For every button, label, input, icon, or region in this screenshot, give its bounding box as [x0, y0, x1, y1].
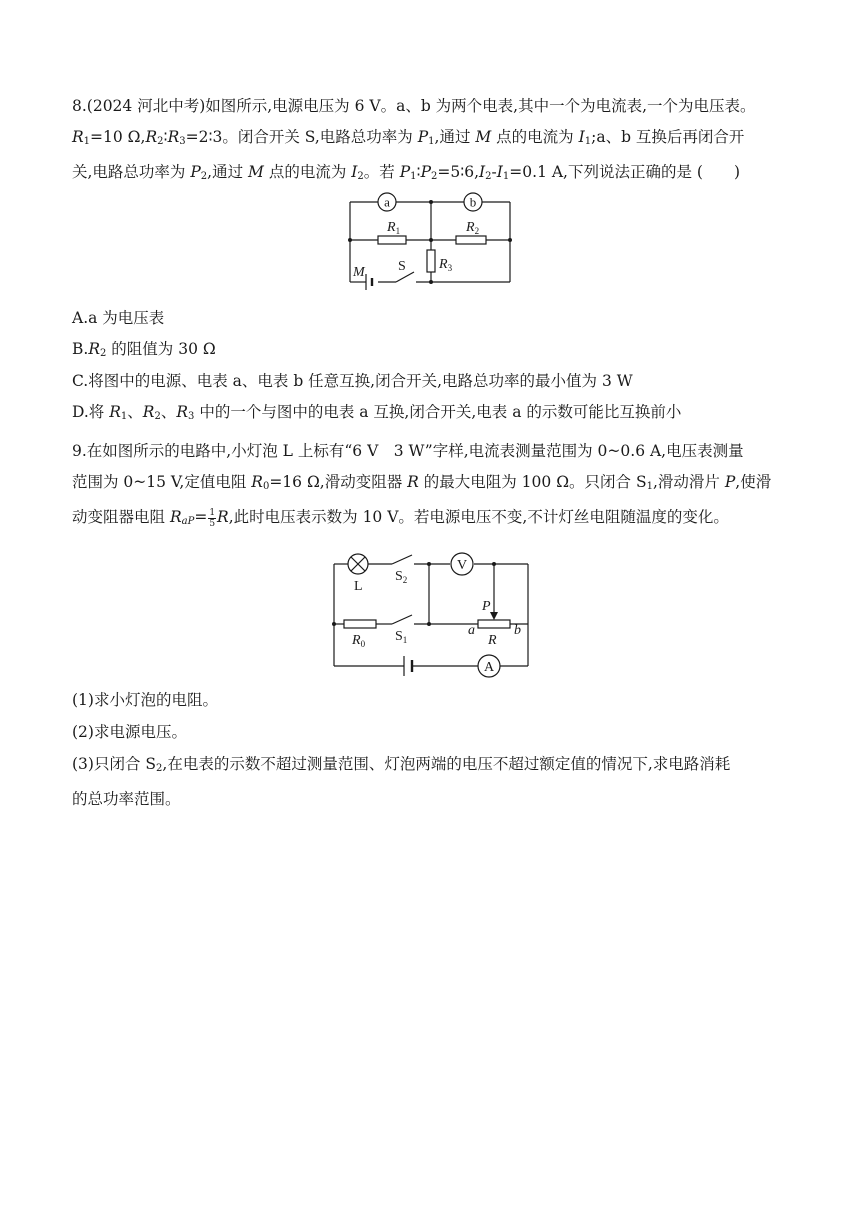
q9-sub-2: (2)求电源电压。 — [72, 723, 187, 741]
meter-a-label: a — [384, 194, 390, 210]
point-m-label: M — [353, 265, 365, 280]
voltmeter-label: V — [456, 558, 468, 573]
slider-p-label: P — [482, 599, 491, 614]
q8-line-2: $R_1=10$ $\Omega,R_2∶R_3=2∶3$。闭合开关 S,电路总功率为 $P_1$,通过 M 点的电流为 $I_1;a$、b 互换后再闭合开 — [72, 128, 745, 147]
junction-dot — [429, 280, 433, 284]
end-b-label: b — [514, 623, 521, 638]
meter-b-label: b — [469, 194, 477, 210]
resistor-r2 — [456, 236, 486, 244]
resistor-r3 — [427, 250, 435, 272]
r0-label: $R_0$ — [352, 633, 366, 649]
r1-label: $R_1$ — [387, 220, 401, 236]
lamp-label: L — [354, 579, 363, 594]
q8-line-3: 关,电路总功率为 $P_2$,通过 M 点的电流为 $I_2$。若 $P_1∶P_2=5∶6,I_2-I_1=0.1$ A,下列说法正确的是 ( ) — [72, 163, 741, 182]
fraction-one-fifth: $\frac{1}{5}$ — [209, 507, 216, 529]
junction-dot — [348, 238, 352, 242]
junction-dot — [427, 622, 431, 626]
q9-sub-3: (3)只闭合 $S_2$,在电表的示数不超过测量范围、灯泡两端的电压不超过额定值的情况下,求电路消耗 的总功率范围。 — [72, 755, 731, 808]
q8-option-b: $B.R_2$ 的阻值为 30 Ω — [72, 340, 216, 359]
q9-circuit-diagram — [328, 546, 534, 682]
resistor-r1 — [378, 236, 406, 244]
s2-label: $S_2$ — [395, 569, 408, 585]
question-9-stem — [72, 436, 792, 537]
ammeter-label: A — [483, 660, 495, 675]
q9-line-1: 9.在如图所示的电路中,小灯泡 L 上标有“6 V 3 W”字样,电流表测量范围为 0~0.6 A,电压表测量 — [72, 442, 744, 460]
junction-dot — [429, 200, 433, 204]
q8-line-1: 8.(2024 河北中考)如图所示,电源电压为 6 V。a、b 为两个电表,其中一个为电流表,一个为电压表。 — [72, 97, 756, 115]
question-8-stem — [72, 91, 792, 192]
r2-label: $R_2$ — [466, 220, 480, 236]
resistor-r0 — [344, 620, 376, 628]
junction-dot — [427, 562, 431, 566]
junction-dot — [429, 238, 433, 242]
q8-option-a: A.a 为电压表 — [72, 309, 165, 327]
s1-label: $S_1$ — [395, 629, 408, 645]
rheostat-label: R — [488, 633, 497, 648]
q9-sub-1: (1)求小灯泡的电阻。 — [72, 691, 218, 709]
junction-dot — [492, 562, 496, 566]
q9-line-3: 动变阻器电阻 $R_{aP}=$ $\frac{1}{5}$ R,此时电压表示数为 10 V。若电源电压不变,不计灯丝电阻随温度的变化。 — [72, 507, 729, 529]
switch-s-label: S — [398, 259, 406, 274]
q8-circuit-diagram — [340, 190, 520, 290]
junction-dot — [508, 238, 512, 242]
q8-option-d: D.将 $R_1$、$R_2$、$R_3$ 中的一个与图中的电表 a 互换,闭合开关,电表 a 的示数可能比互换前小 — [72, 403, 682, 422]
r3-label: $R_3$ — [439, 257, 453, 273]
rheostat-r — [478, 620, 510, 628]
q8-option-c: C.将图中的电源、电表 a、电表 b 任意互换,闭合开关,电路总功率的最小值为 3 W — [72, 372, 633, 390]
end-a-label: a — [468, 623, 475, 638]
q9-line-2: 范围为 0~15 V,定值电阻 $R_0=16$ Ω,滑动变阻器 R 的最大电阻为 100 Ω。只闭合 $S_1$,滑动滑片 P,使滑 — [72, 473, 772, 492]
slider-arrow-icon — [490, 612, 498, 620]
junction-dot — [332, 622, 336, 626]
